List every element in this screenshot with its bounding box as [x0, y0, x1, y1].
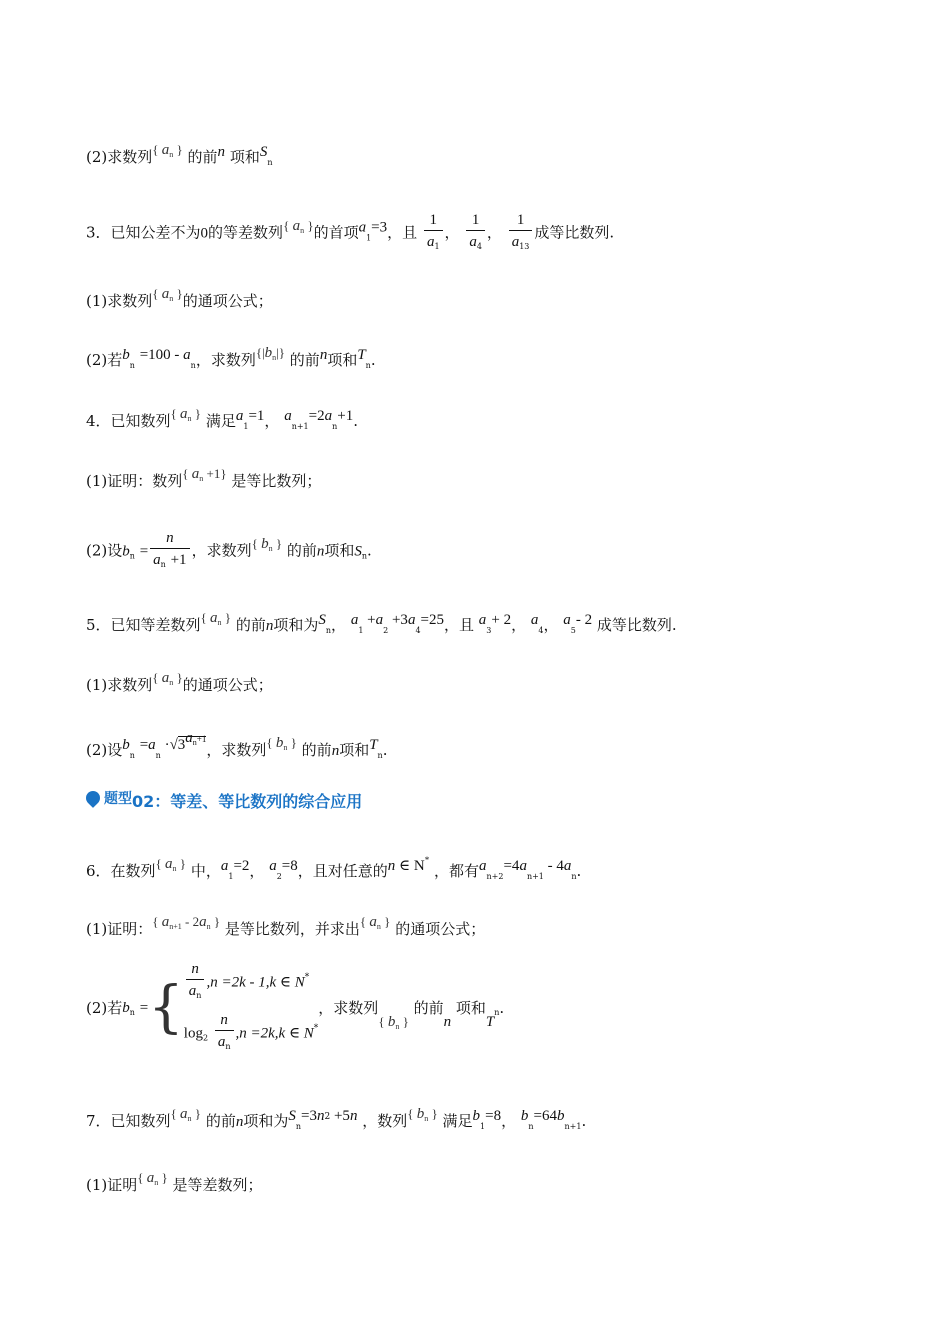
problem-3-part-2: (2)若$b_n =100 - a_n$，求数列$\{|b_n|\}$ 的前n项和$T_n$. [86, 345, 376, 370]
problem-6-part-1: (1)证明：{ $a_{n+1} - 2a_n$ } 是等比数列，并求出{ $a_n$ } 的通项公式； [86, 914, 486, 938]
problem-4: 4．已知数列{ $a_n$ } 满足$a_1=1$， $a_{n+1}=2a_n+1$. [86, 406, 359, 431]
problem-7-part-1: (1)证明{ $a_n$ } 是等差数列； [86, 1170, 263, 1194]
sqrt-sign: $√3^{a_n+1}$ [169, 730, 207, 753]
problem-4-part-2: (2)设$b_n$ = $\frac{n}{a_n +1}$ ，求数列{ $b_n$ } 的前n项和$S_n$. [86, 528, 372, 575]
fraction-1-over-a4: $\frac{1}{a_4}$ [466, 210, 485, 257]
fraction-1-over-a13: $\frac{1}{a_{13}}$ [509, 210, 533, 257]
fraction-n-over-an-plus-1: $\frac{n}{a_n +1}$ [150, 528, 189, 575]
problem-5-part-2: (2)设$b_n =a_n \cdot√3^{a_n+1}$，求数列{ $b_n$ } 的前n项和$T_n$. [86, 730, 388, 760]
problem-5: 5．已知等差数列{ $a_n$ } 的前n项和为$S_n$， $a_1 +a_2 +3a_4=25$，且 $a_3+ 2$， $a_4$， $a_5-$ 2 成等比数列. [86, 610, 677, 635]
location-pin-icon [83, 788, 103, 808]
problem-6: 6．在数列{ $a_n$ } 中，$a_1=2$， $a_2=8$，且对任意的n ∈ N* ，都有$a_{n+2}=4a_{n+1} - 4a_n$. [86, 855, 582, 881]
problem-4-part-1: (1)证明：数列{ $a_n +1$} 是等比数列； [86, 466, 322, 490]
section-heading: 题型02：等差、等比数列的综合应用 [86, 788, 362, 812]
problem-7: 7．已知数列{ $a_n$ } 的前n项和为$S_n=3n^2 +5n$ ，数列{ $b_n$ } 满足$b_1=8$， $b_n=64b_{n+1}$. [86, 1106, 587, 1131]
problem-5-part-1: (1)求数列{ $a_n$ }的通项公式； [86, 670, 273, 694]
label: (2)求数列 [86, 148, 153, 166]
piecewise-definition: { $\frac{n}{a_n}$ ,n =2k - 1,k ∈ N* $\log_2$ $\frac{n}{a_n}$ ,n =2k,k ∈ N* [148, 955, 318, 1061]
fraction-1-over-a1: $\frac{1}{a_1}$ [424, 210, 443, 257]
sequence-a: { $a_n$ } [152, 142, 183, 159]
problem-3-part-1: (1)求数列{ $a_n$ }的通项公式； [86, 286, 273, 310]
problem-3: 3．已知公差不为0的等差数列{ $a_n$ }的首项$a_1=3$，且 $\frac{1}{a_1}$ ， $\frac{1}{a_4}$ ， $\frac{1}{a_{13}}$ 成等比数列. [86, 210, 614, 257]
problem-6-part-2: (2)若$b_n$ ={ $\frac{n}{a_n}$ ,n =2k - 1,k ∈ N* $\log_2$ $\frac{n}{a_n}$ ,n =2k,k ∈ N* ，求数列{ $b_n$ } 的前n 项和$T_n$. [86, 955, 504, 1061]
problem-2-part-2: (2)求数列{ $a_n$ } 的前n 项和$S_n$ [86, 142, 273, 167]
